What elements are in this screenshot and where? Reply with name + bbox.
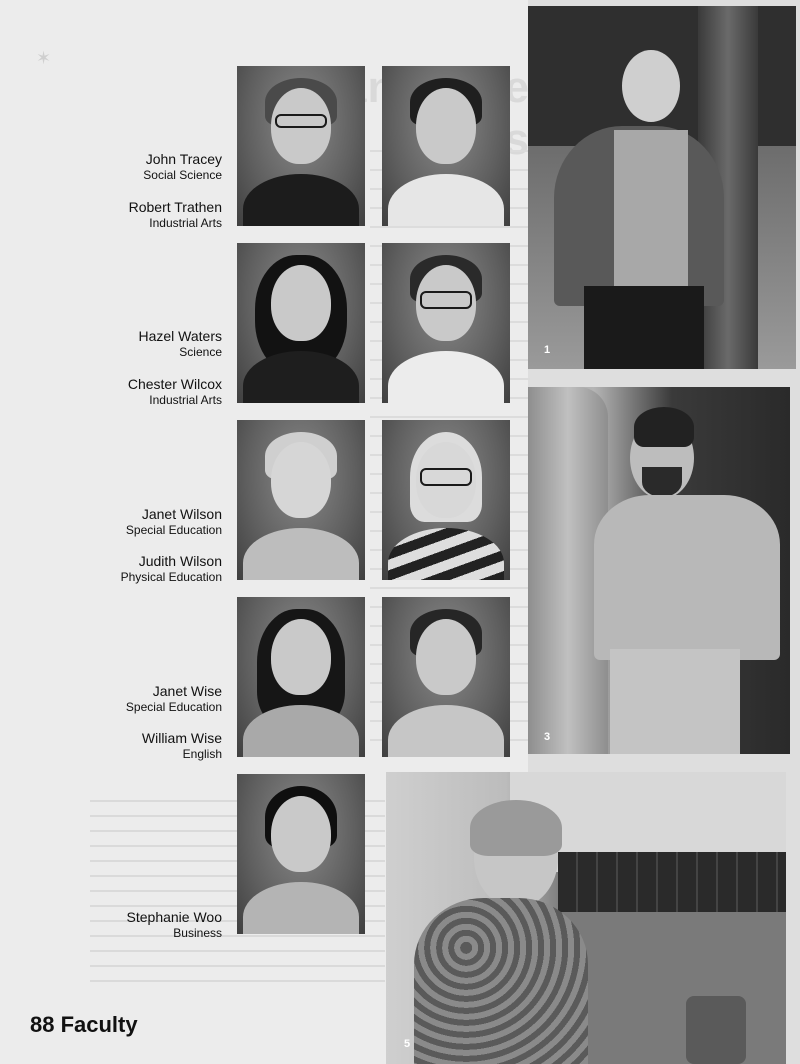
portrait-chester-wilcox [382, 243, 510, 403]
page-folio: 88 Faculty [30, 1012, 138, 1037]
photo-1 [528, 6, 796, 369]
faculty-dept: Industrial Arts [149, 393, 222, 407]
faculty-label-6 [60, 553, 222, 584]
faculty-dept: Science [179, 345, 222, 359]
ghost-mark: ✶ [36, 48, 52, 68]
faculty-name: Chester Wilcox [127, 376, 222, 392]
faculty-name: Janet Wilson [141, 506, 222, 522]
faculty-name: Stephanie Woo [126, 909, 222, 925]
faculty-dept: English [182, 747, 222, 761]
portrait-stephanie-woo [237, 774, 365, 934]
portrait-janet-wilson [237, 420, 365, 580]
faculty-dept: Special Education [125, 700, 222, 714]
faculty-dept: Business [173, 926, 222, 940]
photo-3 [528, 387, 790, 754]
faculty-dept: Physical Education [120, 570, 222, 584]
faculty-label-2 [60, 199, 222, 230]
faculty-label-1 [60, 151, 222, 182]
faculty-name: William Wise [141, 730, 222, 746]
faculty-name: John Tracey [145, 151, 222, 167]
portrait-judith-wilson [382, 420, 510, 580]
faculty-label-3 [60, 328, 222, 359]
faculty-name: Hazel Waters [138, 328, 222, 344]
faculty-label-9 [60, 909, 222, 940]
faculty-name: Janet Wise [152, 683, 222, 699]
faculty-label-5 [60, 506, 222, 537]
faculty-label-7 [60, 683, 222, 714]
faculty-label-8 [60, 730, 222, 761]
faculty-name: Robert Trathen [128, 199, 222, 215]
photo-5 [386, 772, 786, 1064]
portrait-john-tracey [237, 66, 365, 226]
faculty-name: Judith Wilson [138, 553, 222, 569]
portrait-hazel-waters [237, 243, 365, 403]
photo-number: 5 [404, 1038, 411, 1050]
faculty-dept: Social Science [143, 168, 222, 182]
photo-number: 1 [544, 344, 551, 356]
portrait-janet-wise [237, 597, 365, 757]
faculty-dept: Industrial Arts [149, 216, 222, 230]
faculty-label-4 [60, 376, 222, 407]
portrait-william-wise [382, 597, 510, 757]
faculty-dept: Special Education [125, 523, 222, 537]
photo-number: 3 [544, 731, 551, 743]
portrait-robert-trathen [382, 66, 510, 226]
